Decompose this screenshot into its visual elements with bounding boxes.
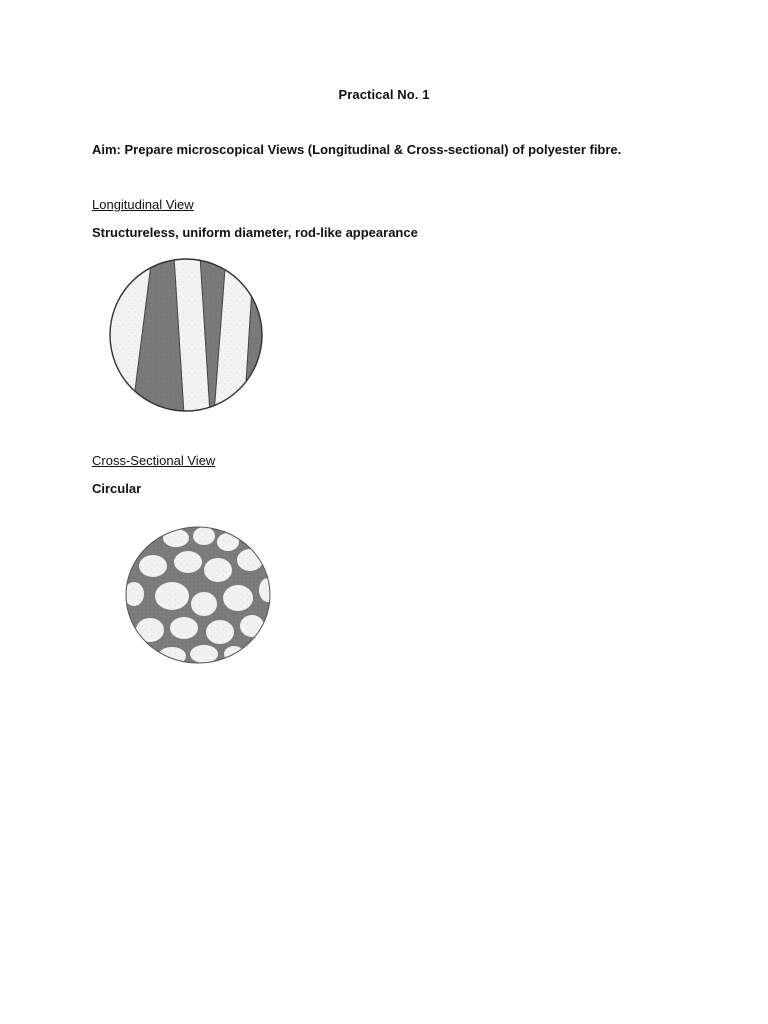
- cross-sectional-view-description: Circular: [92, 481, 142, 496]
- page-title: Practical No. 1: [338, 87, 430, 102]
- cross-sectional-view-heading: Cross-Sectional View: [92, 453, 216, 468]
- cross-section-fibre-micrograph: [120, 520, 280, 670]
- aim-statement: Aim: Prepare microscopical Views (Longitudinal & Cross-sectional) of polyester fibre.: [92, 142, 622, 157]
- longitudinal-view-heading: Longitudinal View: [92, 197, 194, 212]
- longitudinal-view-description: Structureless, uniform diameter, rod-like appearance: [92, 225, 418, 240]
- longitudinal-fibre-micrograph: [104, 256, 274, 414]
